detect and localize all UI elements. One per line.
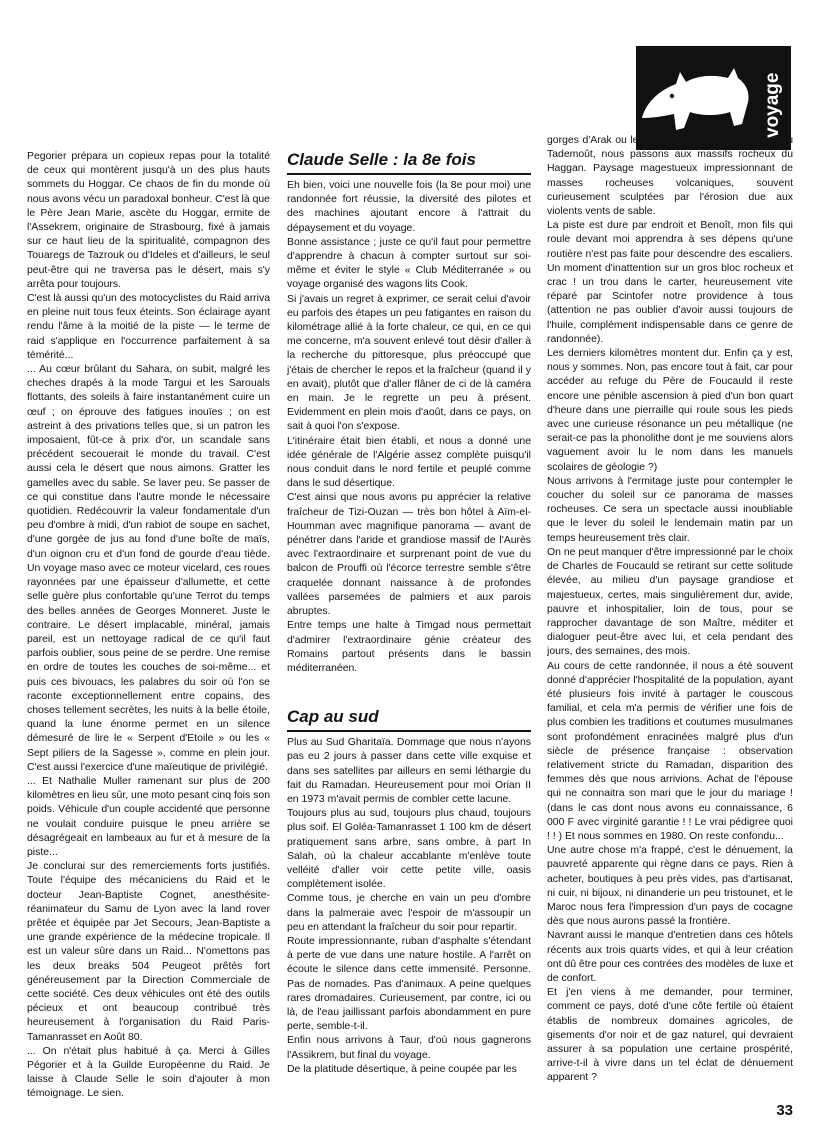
paragraph: Bonne assistance ; juste ce qu'il faut pour permettre d'apprendre à chacun à compter surtout sur soi-même et éviter le style « Club Méditerranée » ou voyage organisé des wagons lits Cook. — [287, 236, 531, 291]
paragraph: Si j'avais un regret à exprimer, ce serait celui d'avoir eu parfois des étapes un peu fatigantes en raison du kilométrage allié à la forte chaleur, ce qui, en ce qui me concerne, m'a souvent enlevé tout désir d'aller à la recherche du pittoresque, plus préoccupé que j'étais de chercher le repos et la fraîcheur (quand il y en avait), plutôt que d'aller flâner de ci de là caméra en main. Je le regrette un peu à présent. Evidemment en plein mois d'août, dans ce pays, on sait à quoi l'on s'expose. — [287, 293, 531, 433]
column-middle — [287, 150, 531, 1100]
paragraph: C'est là aussi qu'un des motocyclistes du Raid arriva en pleine nuit tous feux éteints. Son éclairage ayant rendu l'âme à la moitié de la piste — le terme de raid s'applique en l'occurrence parfaitement à sa témérité... — [27, 293, 270, 361]
paragraph: Route impressionnante, ruban d'asphalte s'étendant à perte de vue dans une nature hostile. A l'arrêt on écoute le silence dans cette immensité. Personne. Pas de nomades. Pas d'animaux. A peine quelques rares dromadaires. Curieusement, par contre, ici ou là, de l'eau jaillissant parfois abondamment en pure perte, semble-t-il. — [287, 935, 531, 1033]
paragraph: Au cours de cette randonnée, il nous a été souvent donné d'apprécier l'hospitalité de la population, ayant été plusieurs fois invité à partager le couscous familial, et cela m'a permis de vérifier une fois de plus combien les traditions et coutumes musulmanes sont profondément enracinées malgré plus d'un siècle de présence française : observation relativement stricte du Ramadan, disparition des femmes dès que nous arrivions. Achat de l'épouse qui ne connaitra son mari que le jour du mariage ! (dans le cas dont nous avons eu connaissance, 6 000 F avec virginité garantie ! ! Le vrai pédigree quoi ! ! ) Et nous sommes en 1980. On reste confondu... — [547, 660, 793, 842]
paragraph: Une autre chose m'a frappé, c'est le dénuement, la pauvreté apparente qui règne dans ce pays. Rien à acheter, boutiques à peu près vides, pas d'artisanat, ni cuir, ni bijoux, ni dinanderie un peu tristounet, et le Maroc nous fera l'impression d'un pays de cocagne dès que nous aurons passé la frontière. — [547, 845, 793, 928]
paragraph: gorges d'Arak ou les curieux tertres trapézoïdaux du Tademoût, nous passons aux massifs rocheux du Haggan. Paysage magestueux impressionnant de masses rocheuses volcaniques, souvent curieusement sculptées par l'érosion due aux violents vents de sable. — [547, 135, 793, 218]
paragraph: Comme tous, je cherche en vain un peu d'ombre dans la palmeraie avec l'espoir de m'assoupir un peu en attendant la fraîcheur du soir pour repartir. — [287, 893, 531, 933]
paragraph: Navrant aussi le manque d'entretien dans ces hôtels récents aux trois quarts vides, et qui à leur création ont dû être pour ces contrées des modèles de luxe et de confort. — [547, 930, 793, 984]
logo-text: voyage — [762, 72, 783, 138]
column-right — [547, 134, 793, 1100]
paragraph: Plus au Sud Gharitaïa. Dommage que nous n'ayons pas eu 2 jours à passer dans cette ville exquise et dans ses satellites par ailleurs en semi léthargie du fait du Ramadan. Heureusement pour moi Orian II en 1973 m'avait permis de combler cette lacune. — [287, 737, 531, 805]
paragraph: Toujours plus au sud, toujours plus chaud, toujours plus soif. El Goléa-Tamanrasset 1 100 km de désert pratiquement sans arbre, sans ombre, à part In Salah, où la chaleur accablante m'enlève toute velléité d'aller voir cette petite ville, oasis complètement isolée. — [287, 808, 531, 891]
paragraph: De la platitude désertique, à peine coupée par les — [287, 1063, 517, 1075]
paragraph: C'est ainsi que nous avons pu apprécier la relative fraîcheur de Tizi-Ouzan — très bon hôtel à Aïm-el-Houmman avec magnifique panorama — avant de pénétrer dans l'aride et grandiose massif de l'Aurès avec l'extraordinaire et surprenant point de vue du balcon de Prouffi où l'écorce terrestre semble s'être craquelée donnant naissance à de profondes vallées parsemées de palmiers et aux parois abruptes. — [287, 492, 531, 618]
paragraph: Eh bien, voici une nouvelle fois (la 8e pour moi) une randonnée fort réussie, la diversité des pilotes et des machines ajoutant encore à l'attrait du dépaysement et du voyage. — [287, 180, 531, 234]
paragraph: ... Et Nathalie Muller ramenant sur plus de 200 kilomètres en lieu sûr, une moto pesant cinq fois son poids. Véhicule d'un couple accidenté que personne ne voulait conduire puisque le pneu arrière se désagrégeait en lambeaux au fur et à mesure de la piste... — [27, 775, 270, 858]
paragraph: Pegorier prépara un copieux repas pour la totalité de ceux qui montèrent jusqu'à un des plus hauts sommets du Hoggar. Ce chaos de fin du monde où nous avons vécu un paradoxal bonheur. C'est là que le Père Jean Marie, ascète du Hoggar, ermite de l'Assekrem, originaire de Strasbourg, fixé à jamais sur ce haut lieu de la spiritualité, compagnon des Touaregs de Tazrouk ou d'Ideles et d'ailleurs, le seul peut-être qui ne traversa pas le désert, mais s'y arrêta pour toujours. — [27, 151, 270, 290]
section-title-cap-au-sud: Cap au sud — [287, 707, 531, 732]
section-title-claude-selle: Claude Selle : la 8e fois — [287, 150, 531, 175]
paragraph: Je conclurai sur des remerciements forts justifiés. Toute l'équipe des mécaniciens du Raid et le docteur Jean-Baptiste Cognet, anesthésite-réanimateur du Samu de Lyon avec la land rover prêtée et équipée par Jet Secours, Jean-Baptiste a une grande expérience de la médecine tropicale. Il est un valeur sûre dans un Raid... N'omettons pas les deux breaks 504 Peugeot prêtés fort généreusement par la Direction Commerciale de cette société. Ces deux véhicules ont été des outils pécieux et ont beaucoup contribué très heureusement à l'organisation du Raid Paris-Tamanrasset en Août 80. — [27, 861, 270, 1043]
paragraph: La piste est dure par endroit et Benoît, mon fils qui roule devant moi apprendra à ses dépens qu'une routière n'est pas faite pour descendre des escaliers. Un moment d'inattention sur un gros bloc rocheux et crac ! un trou dans le carter, heureusement vite réparé par Scintofer notre providence à tous (attention ne pas oublier d'avoir aussi toujours de l'huile, complément indispensable dans ce genre de randonnée). — [547, 220, 793, 345]
page-number: 33 — [776, 1102, 793, 1119]
paragraph: L'itinéraire était bien établi, et nous a donné une idée générale de l'Algérie assez complète puisqu'il nous conduit dans le nord fertile et peuplé comme dans le sud désertique. — [287, 435, 531, 490]
paragraph: Entre temps une halte à Timgad nous permettait d'admirer l'extraordinaire génie créateur des Romains partout présents dans le bassin méditerranéen. — [287, 620, 531, 674]
paragraph: Les derniers kilomètres montent dur. Enfin ça y est, nous y sommes. Non, pas encore tout à fait, car pour accéder au refuge du Père de Foucauld il reste encore une pénible ascension à pied d'un bon quart d'heure dans une pierraille qui roule sous les pieds avec une curieuse résonance un peu métallique (ne serait-ce pas la phonolithe dont je me souviens alors vaguement avoir lu le nom dans les manuels scolaires de géologie ?) — [547, 348, 793, 473]
paragraph: ... Au cœur brûlant du Sahara, on subit, malgré les cheches drapés à la mode Targui et les Sarouals flottants, des soleils à faire instantanément cuire un œuf ; on éprouve des fatigues inouïes ; on est astreint à des privations telles que, si un patron les imposaient, fût-ce à prix d'or, un scandale sans précédent secouerait le monde du travail. C'est aussi cela le désert que nous aimons. Gratter les gamelles avec du sable. Se laver peu. Se passer de ce qui constitue dans l'autre monde le nécessaire quotidien. Redécouvrir la valeur fondamentale d'un peu d'ombre à midi, d'un rabiot de soupe en sachet, d'une gorgée de jus au fond d'une boîte de maïs, d'un oignon cru et d'un fond de gourde d'eau tiède. Un voyage maso avec ce moteur vicelard, ces roues rayonnées par une épaisseur d'allumette, et cette selle guère plus confortable qu'une Terrot du temps des belles années de Georges Monneret. Juste le contraire. Le désert implacable, minéral, jamais pareil, est un nettoyage radical de ce qu'il faut parfois oublier, sous peine de se perdre. Une remise en ordre de toutes les couches de soi-même... et puis ces bivouacs, les palabres du soir où l'on se raconte exceptionnellement entre copains, des choses tellement secrètes, les nuits à la belle étoile, quand la lune énorme permet en un silence démesuré de lire le « Serpent d'Etoile » ou les « Sept piliers de la Sagesse », comme en plein jour. C'est aussi l'exercice d'une maïeutique de privilégié. — [27, 364, 270, 773]
paragraph: Enfin nous arrivons à Taur, d'où nous gagnerons l'Assikrem, but final du voyage. — [287, 1035, 531, 1061]
section-spacer — [287, 676, 531, 707]
paragraph: Nous arrivons à l'ermitage juste pour contempler le coucher du soleil sur ce panorama de masses rocheuses. Ce sera un spectacle aussi inoubliable que le lever du soleil le lendemain matin par un temps heureusement très clair. — [547, 475, 793, 544]
paragraph: On ne peut manquer d'être impressionné par le choix de Charles de Foucauld se retirant sur cette solitude élevée, au milieu d'un paysage grandiose et majestueux, certes, mais singulièrement dur, avide, pauvre et inhospitalier, loin de tous, pour se rapprocher davantage de son Maître, méditer et dialoguer peut-être avec lui, et cela pendant des jours, des semaines, des mois. — [547, 546, 793, 658]
column-left — [27, 150, 270, 1100]
paragraph: Et j'en viens à me demander, pour terminer, comment ce pays, doté d'une côte fertile où étaient établis de nombreux domaines agricoles, de gisements d'or noir et de gaz naturel, qui devraient assurer à sa population une certaine prospérité, arrive-t-il à vivre dans un tel éclat de dénuement apparent ? — [547, 987, 793, 1084]
paragraph: ... On n'était plus habitué à ça. Merci à Gilles Pégorier et à la Guilde Européenne du Raid. Je laisse à Claude Selle le soin d'ajouter à mon témoignage. Le sien. — [27, 1045, 270, 1100]
